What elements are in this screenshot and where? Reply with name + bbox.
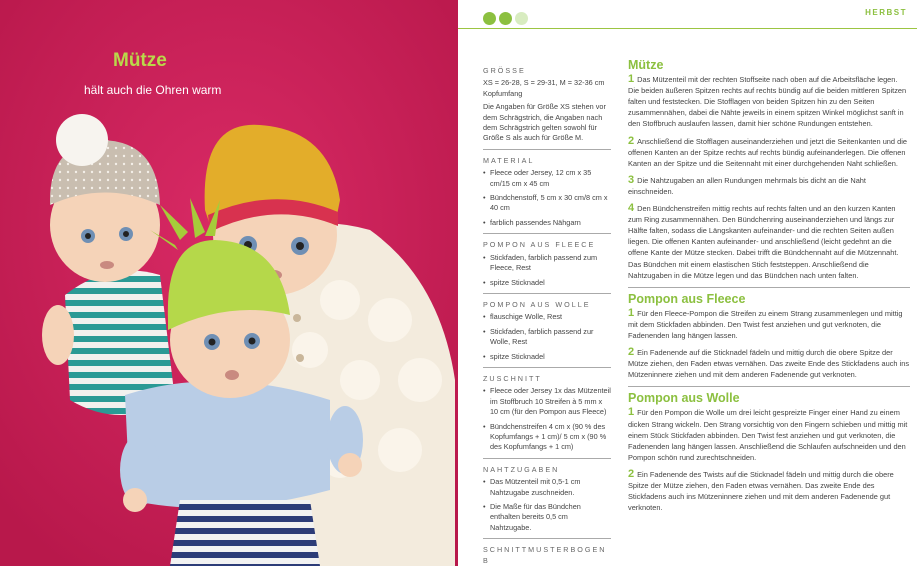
step-number: 2 [628,134,635,147]
instruction-step [628,308,910,341]
step-text: Für den Pompon die Wolle um drei leicht gespreizte Finger einer Hand zu einem dicken Strang wickeln. Den Strang vorsichtig von den Fingern schieben und mittig mit einem Stück Stickfaden abbinden. Den Twist fest anziehen und gut verknoten, die Fadenenden lang hängen lassen. Anschließend die Schlaufen aufschneiden und den Pompon schön rund zurechtschneiden. [628,408,908,462]
divider [483,149,611,150]
step-text: Anschließend die Stofflagen auseinanderziehen und jetzt die Seitenkanten und die offenen Kanten an der Spitze rechts auf rechts bündig aufeinanderlegen. Die offenen Kanten an der Spitze und die Seitennaht mit einer durchgehenden Naht schließen. [628,136,907,168]
list-item: • Bündchenstreifen 4 cm x (90 % des Kopfumfangs + 1 cm)/ 5 cm x (90 % des Kopfumfangs + 1 cm) [483,422,611,453]
step-number: 1 [628,73,635,86]
instruction-step [628,74,910,129]
step-text: Den Bündchenstreifen mittig rechts auf rechts falten und an den kurzen Kanten zum Ring zusammennähen. Den Bündchenring auseinanderziehen und längs zur Hälfte falten, sodass die Längskanten aufeinander- und die rechten Seiten außen liegen. Die offenen Kanten aufeinander- und anschließend (leicht gedehnt an die offene Kante der Mütze stecken. Dabei trifft die Bündchennaht auf die Mützennaht. Das Bündchen mit einem elastischen Stich feststeppen. Anschließend die Nahtzugaben in die Mütze legen und das Bündchen nach unten falten. [628,204,899,280]
step-text: Die Nahtzugaben an allen Rundungen mehrmals bis dicht an die Naht einschneiden. [628,175,866,196]
step-text: Das Mützenteil mit der rechten Stoffseite nach oben auf die Arbeitsfläche legen. Die beiden äußeren Spitzen rechts auf rechts bündig auf die beiden mittleren Spitzen falten und feststecken. Die Stofflagen von beiden Spitzen hin zu den Seiten zusammennähen, dabei die Nähte jeweils in einem spitzen Winkel möglichst sanft in den Stoffbruch auslaufen lassen, damit hier schöne Rundungen entstehen. [628,75,907,129]
list-item: • Fleece oder Jersey, 12 cm x 35 cm/15 cm x 45 cm [483,168,611,189]
instructions-column [628,60,910,519]
list-item: • Fleece oder Jersey 1x das Mützenteil im Stoffbruch 10 Streifen à 5 mm x 10 cm (für den Pompon aus Fleece) [483,386,611,417]
pattern-sheet-heading: SCHNITTMUSTERBOGEN B [483,545,607,565]
section-heading-wolle: Pompon aus Wolle [628,391,740,406]
doll-photo [0,0,458,566]
zuschnitt-list [483,386,611,452]
chapter-label: HERBST [865,8,907,17]
material-list [483,168,611,228]
instruction-step [628,175,910,197]
nahtzugaben-list [483,477,611,533]
zuschnitt-heading: ZUSCHNITT [483,373,542,383]
page-subtitle: hält auch die Ohren warm [84,83,222,97]
step-text: Für den Fleece-Pompon die Streifen zu einem Strang zusammenlegen und mittig mit dem Stickfaden abbinden. Den Twist fest anziehen und gut verknoten, die Fadenenden lang hängen lassen. [628,308,903,340]
list-item: • Die Maße für das Bündchen enthalten bereits 0,5 cm Nahtzugabe. [483,502,611,533]
list-item: • Stickfaden, farblich passend zur Wolle, Rest [483,327,611,348]
pompon-wolle-list [483,312,611,362]
list-item: • flauschige Wolle, Rest [483,312,611,322]
divider [483,367,611,368]
list-item: • spitze Sticknadel [483,352,611,362]
instruction-step [628,469,910,513]
size-note: Die Angaben für Größe XS stehen vor dem Schrägstrich, die Angaben nach dem Schrägstrich gelten sowohl für Größe S als auch für Größe M. [483,102,606,143]
step-text: Ein Fadenende auf die Sticknadel fädeln und mittig durch die obere Spitze der Mütze ziehen, den Faden etwas vernähen. Das zweite Ende des Stickfadens auch ins Mützeninnere ziehen und mit dem anderen Fadenende gut verknoten. [628,348,910,380]
size-heading: GRÖSSE [483,66,526,75]
nahtzugaben-heading: NAHTZUGABEN [483,464,560,474]
list-item: • farblich passendes Nähgarn [483,218,611,228]
pompon-fleece-heading: POMPON AUS FLEECE [483,240,596,250]
section-heading-muetze: Mütze [628,58,664,72]
page-title: Mütze [113,50,167,71]
list-item: • spitze Sticknadel [483,278,611,288]
difficulty-dot-empty [515,12,528,25]
instruction-step [628,203,910,281]
step-number: 4 [628,202,635,215]
step-number: 3 [628,173,635,186]
difficulty-dot-filled [499,12,512,25]
divider [628,386,910,387]
page-header [458,0,917,30]
divider [483,538,611,539]
instruction-step [628,407,910,462]
difficulty-dots [483,12,528,25]
instruction-step [628,136,910,169]
instruction-step [628,347,910,380]
header-divider [458,28,917,29]
step-text: Ein Fadenende des Twists auf die Sticknadel fädeln und mittig durch die obere Spitze der Mütze ziehen, den Faden etwas vernähen. Das zweite Ende des Stickfadens auch ins Mützeninnere ziehen und mit dem anderen Fadenende gut verknoten. [628,469,894,513]
material-heading: MATERIAL [483,155,535,165]
difficulty-dot-filled [483,12,496,25]
size-values: XS = 26-28, S = 29-31, M = 32-36 cm Kopfumfang [483,78,605,98]
divider [628,287,910,288]
list-item: • Stickfaden, farblich passend zum Fleece, Rest [483,253,611,274]
step-number: 2 [628,346,635,359]
materials-column [483,66,611,566]
pompon-wolle-heading: POMPON AUS WOLLE [483,299,591,309]
divider [483,233,611,234]
pompon-fleece-list [483,253,611,288]
dolls-illustration [0,0,458,566]
step-number: 1 [628,306,635,319]
step-number: 2 [628,467,635,480]
list-item: • Das Mützenteil mit 0,5-1 cm Nahtzugabe zuschneiden. [483,477,611,498]
section-heading-fleece: Pompon aus Fleece [628,291,746,306]
list-item: • Bündchenstoff, 5 cm x 30 cm/8 cm x 40 cm [483,193,611,214]
divider [483,293,611,294]
instruction-page [458,0,917,566]
divider [483,458,611,459]
step-number: 1 [628,406,635,419]
